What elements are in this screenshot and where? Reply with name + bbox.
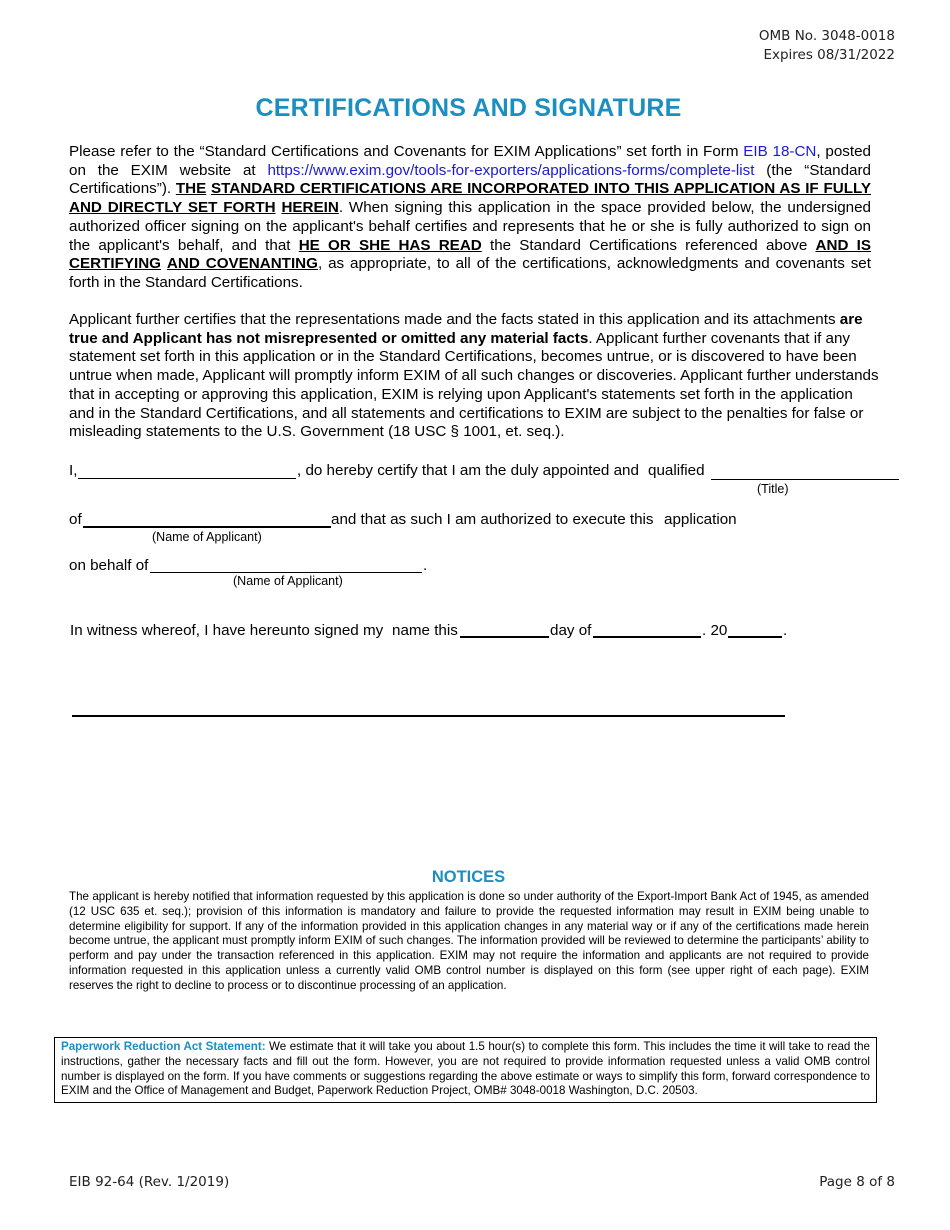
applicant-name-field[interactable] [83,526,331,528]
line1-qualified-text: qualified [648,462,705,479]
p2-text2: . Applicant further covenants that if any statement set forth in this application or in the Standard Certifications, becomes untrue, or is discovered to have been untrue when made, Applicant will promptly inform EXIM of all such changes or discoveries. Applicant further understands that in accepting or approving this application, EXIM is relying upon Applicant's statements set forth in the application and in the Standard Certifications, and all statements and certifications to EXIM are subject to the penalties for false or misleading statements to the U.S. Government (18 USC § 1001, et. seq.). [69,329,879,441]
omb-expires: Expires 08/31/2022 [763,47,895,63]
applicant-caption: (Name of Applicant) [152,530,262,544]
p1-after-form: , posted on the EXIM website at [69,143,871,179]
notices-title: NOTICES [431,868,506,886]
witness-year-prefix: . 20 [702,622,728,639]
p1-bold-has-read: HE OR SHE HAS READ [298,236,482,254]
month-field[interactable] [593,636,701,638]
applicant-caption-2: (Name of Applicant) [233,574,343,588]
line1-certify-text: , do hereby certify that I am the duly appointed and [297,462,639,479]
day-field[interactable] [460,636,549,638]
page-title: CERTIFICATIONS AND SIGNATURE [255,94,682,122]
witness-text: In witness whereof, I have hereunto signed my [70,622,384,639]
line3-prefix: on behalf of [69,557,149,574]
exim-forms-url-link[interactable]: https://www.exim.gov/tools-for-exporters/applications-forms/complete-list [267,161,755,179]
officer-name-field[interactable] [78,478,296,479]
paperwork-text: We estimate that it will take you about 1.5 hour(s) to complete this form. This includes the time it will take to read the instructions, gather the necessary facts and fill out the form. However, you are not required to provide information requested unless a valid OMB control number is displayed on the form. If you have comments or suggestions regarding the above estimate or ways to simplify this form, forward correspondence to EXIM and the Office of Management and Budget, Paperwork Reduction Project, OMB# 3048-0018 Washington, D.C. 20503. [61,1040,870,1098]
p1-text4: , as appropriate, to all of the certifications, acknowledgments and covenants set forth in the Standard Certifications. [69,255,871,291]
witness-day-of-text: day of [550,622,592,639]
p1-bold-incorporated: STANDARD CERTIFICATIONS ARE INCORPORATED INTO THIS APPLICATION AS IF FULLY AND DIRECTLY SET FORTH [69,180,871,217]
notices-text: The applicant is hereby notified that information requested by this application is done so under authority of the Export-Import Bank Act of 1945, as amended (12 USC 635 et. seq.); provision of this information is mandatory and failure to provide the requested information may result in EXIM being unable to determine eligibility for support. If any of the information provided in this application changes in any material way or if any of the certifications made herein become untrue, the applicant must promptly inform EXIM of such changes. The information provided will be reviewed to determine the participants’ ability to perform and pay under the transaction referenced in this application. EXIM may not require the information and applicants are not required to provide information requested in this application unless a currently valid OMB control number is displayed on this form (see upper right of each page). EXIM reserves the right to decline to process or to discontinue processing of an application. [69,890,869,992]
p1-bold-covenanting: AND COVENANTING [166,255,318,273]
paperwork-reduction-box [54,1037,877,1103]
p1-text2: . When signing this application in the space provided below, the undersigned authorized officer signing on the applicant's behalf certifies and represents that he or she is fully authorized to sign on the applicant's behalf, and that [69,199,871,254]
page-number: Page 8 of 8 [819,1174,895,1190]
certification-paragraph [69,143,871,293]
p1-intro: Please refer to the “Standard Certifications and Covenants for EXIM Applications” set forth in Form [69,143,744,160]
further-certification-paragraph [69,311,879,442]
omb-number: OMB No. 3048-0018 [758,28,895,44]
p1-bold-herein: HEREIN [281,199,339,217]
form-id: EIB 92-64 (Rev. 1/2019) [69,1174,230,1190]
p2-text1: Applicant further certifies that the representations made and the facts stated in this application and its attachments [69,311,840,328]
omb-header [759,27,895,65]
p1-after-url: (the “Standard Certifications”). [69,161,871,198]
title-caption: (Title) [757,482,789,496]
on-behalf-of-field[interactable] [150,572,422,573]
p2-bold: are true and Applicant has not misrepresented or omitted any material facts [69,311,863,347]
witness-name-this-text: name this [392,622,458,639]
p1-bold-certifying: AND IS CERTIFYING [69,236,871,273]
form-eib-18-cn-link[interactable]: EIB 18-CN [743,143,817,160]
signature-line[interactable] [72,715,785,717]
p1-text3: the Standard Certifications referenced above [481,236,816,254]
title-field[interactable] [711,479,899,480]
line1-prefix: I, [69,462,78,479]
year-field[interactable] [728,636,782,638]
paperwork-label: Paperwork Reduction Act Statement: [61,1040,266,1053]
line2-prefix: of [69,511,82,528]
line2-application-text: application [664,511,737,528]
witness-end-period: . [783,622,788,639]
p1-bold-the: THE [175,180,207,198]
line3-period: . [423,557,428,574]
line2-authorized-text: and that as such I am authorized to execute this [331,511,654,528]
